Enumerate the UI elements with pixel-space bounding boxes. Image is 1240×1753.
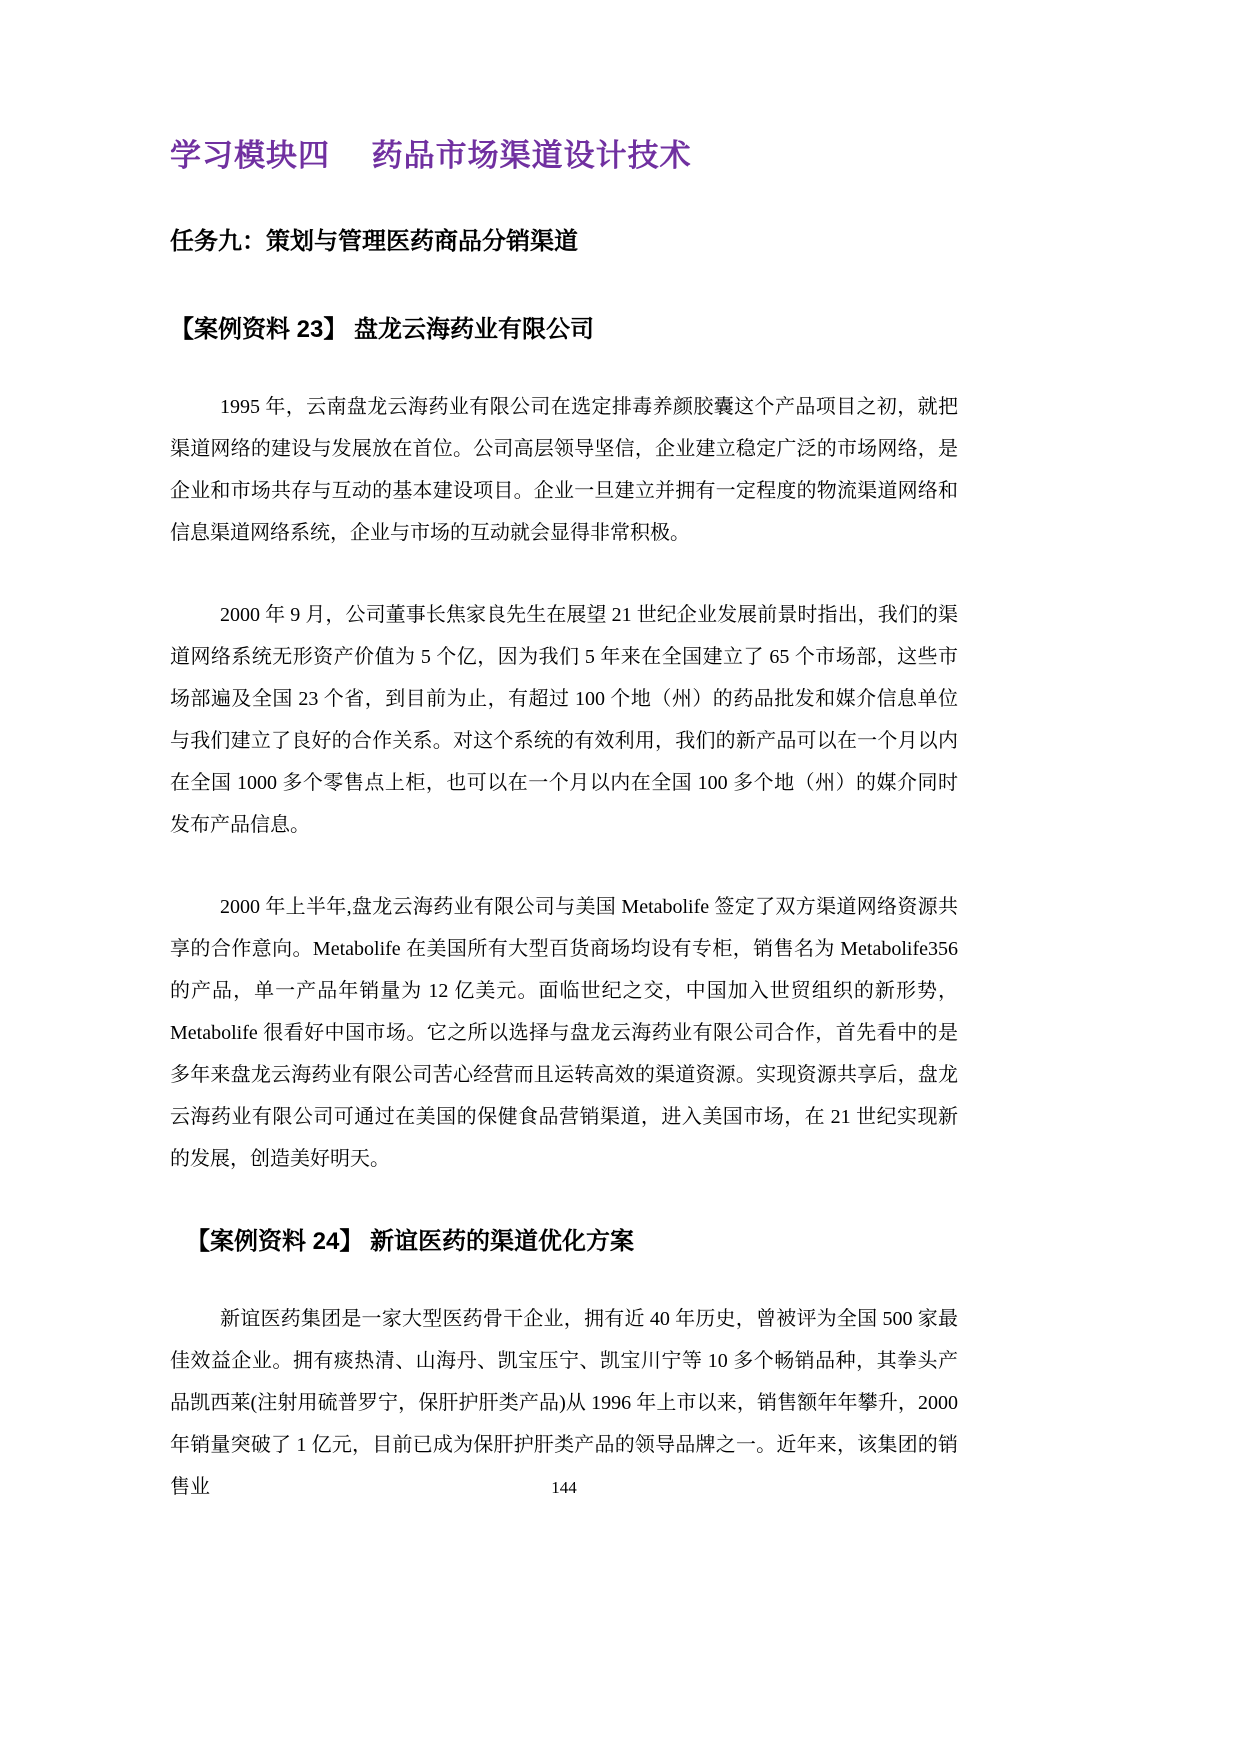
paragraph: 新谊医药集团是一家大型医药骨干企业，拥有近 40 年历史，曾被评为全国 500 家最佳效益企业。拥有痰热清、山海丹、凯宝压宁、凯宝川宁等 10 多个畅销品种，其拳头产品凯西莱(注射用硫普罗宁，保肝护肝类产品)从 1996 年上市以来，销售额年年攀升，2000 年销量突破了 1 亿元，目前已成为保肝护肝类产品的领导品牌之一。近年来，该集团的销售业 (170, 1308, 958, 1498)
paragraph: 2000 年 9 月，公司董事长焦家良先生在展望 21 世纪企业发展前景时指出，我们的渠道网络系统无形资产价值为 5 个亿，因为我们 5 年来在全国建立了 65 个市场部，这些市场部遍及全国 23 个省，到目前为止，有超过 100 个地（州）的药品批发和媒介信息单位与我们建立了良好的合作关系。对这个系统的有效利用，我们的新产品可以在一个月以内在全国 1000 多个零售点上柜，也可以在一个月以内在全国 100 多个地（州）的媒介同时发布产品信息。 (170, 604, 958, 836)
page-content (170, 0, 958, 1508)
paragraph: 2000 年上半年,盘龙云海药业有限公司与美国 Metabolife 签定了双方渠道网络资源共享的合作意向。Metabolife 在美国所有大型百货商场均设有专柜，销售名为 Metabolife356 的产品，单一产品年销量为 12 亿美元。面临世纪之交，中国加入世贸组织的新形势，Metabolife 很看好中国市场。它之所以选择与盘龙云海药业有限公司合作，首先看中的是多年来盘龙云海药业有限公司苦心经营而且运转高效的渠道资源。实现资源共享后，盘龙云海药业有限公司可通过在美国的保健食品营销渠道，进入美国市场，在 21 世纪实现新的发展，创造美好明天。 (170, 896, 958, 1170)
page-title: 学习模块四 药品市场渠道设计技术 (170, 138, 692, 173)
paragraph: 1995 年，云南盘龙云海药业有限公司在选定排毒养颜胶囊这个产品项目之初，就把渠道网络的建设与发展放在首位。公司高层领导坚信，企业建立稳定广泛的市场网络，是企业和市场共存与互动的基本建设项目。企业一旦建立并拥有一定程度的物流渠道网络和信息渠道网络系统，企业与市场的互动就会显得非常积极。 (170, 396, 958, 544)
section-heading-case-23: 【案例资料 23】 盘龙云海药业有限公司 (170, 316, 595, 343)
task-subtitle: 任务九：策划与管理医药商品分销渠道 (170, 228, 578, 255)
page-number: 144 (551, 1478, 577, 1497)
section-heading-case-24: 【案例资料 24】 新谊医药的渠道优化方案 (186, 1228, 635, 1255)
